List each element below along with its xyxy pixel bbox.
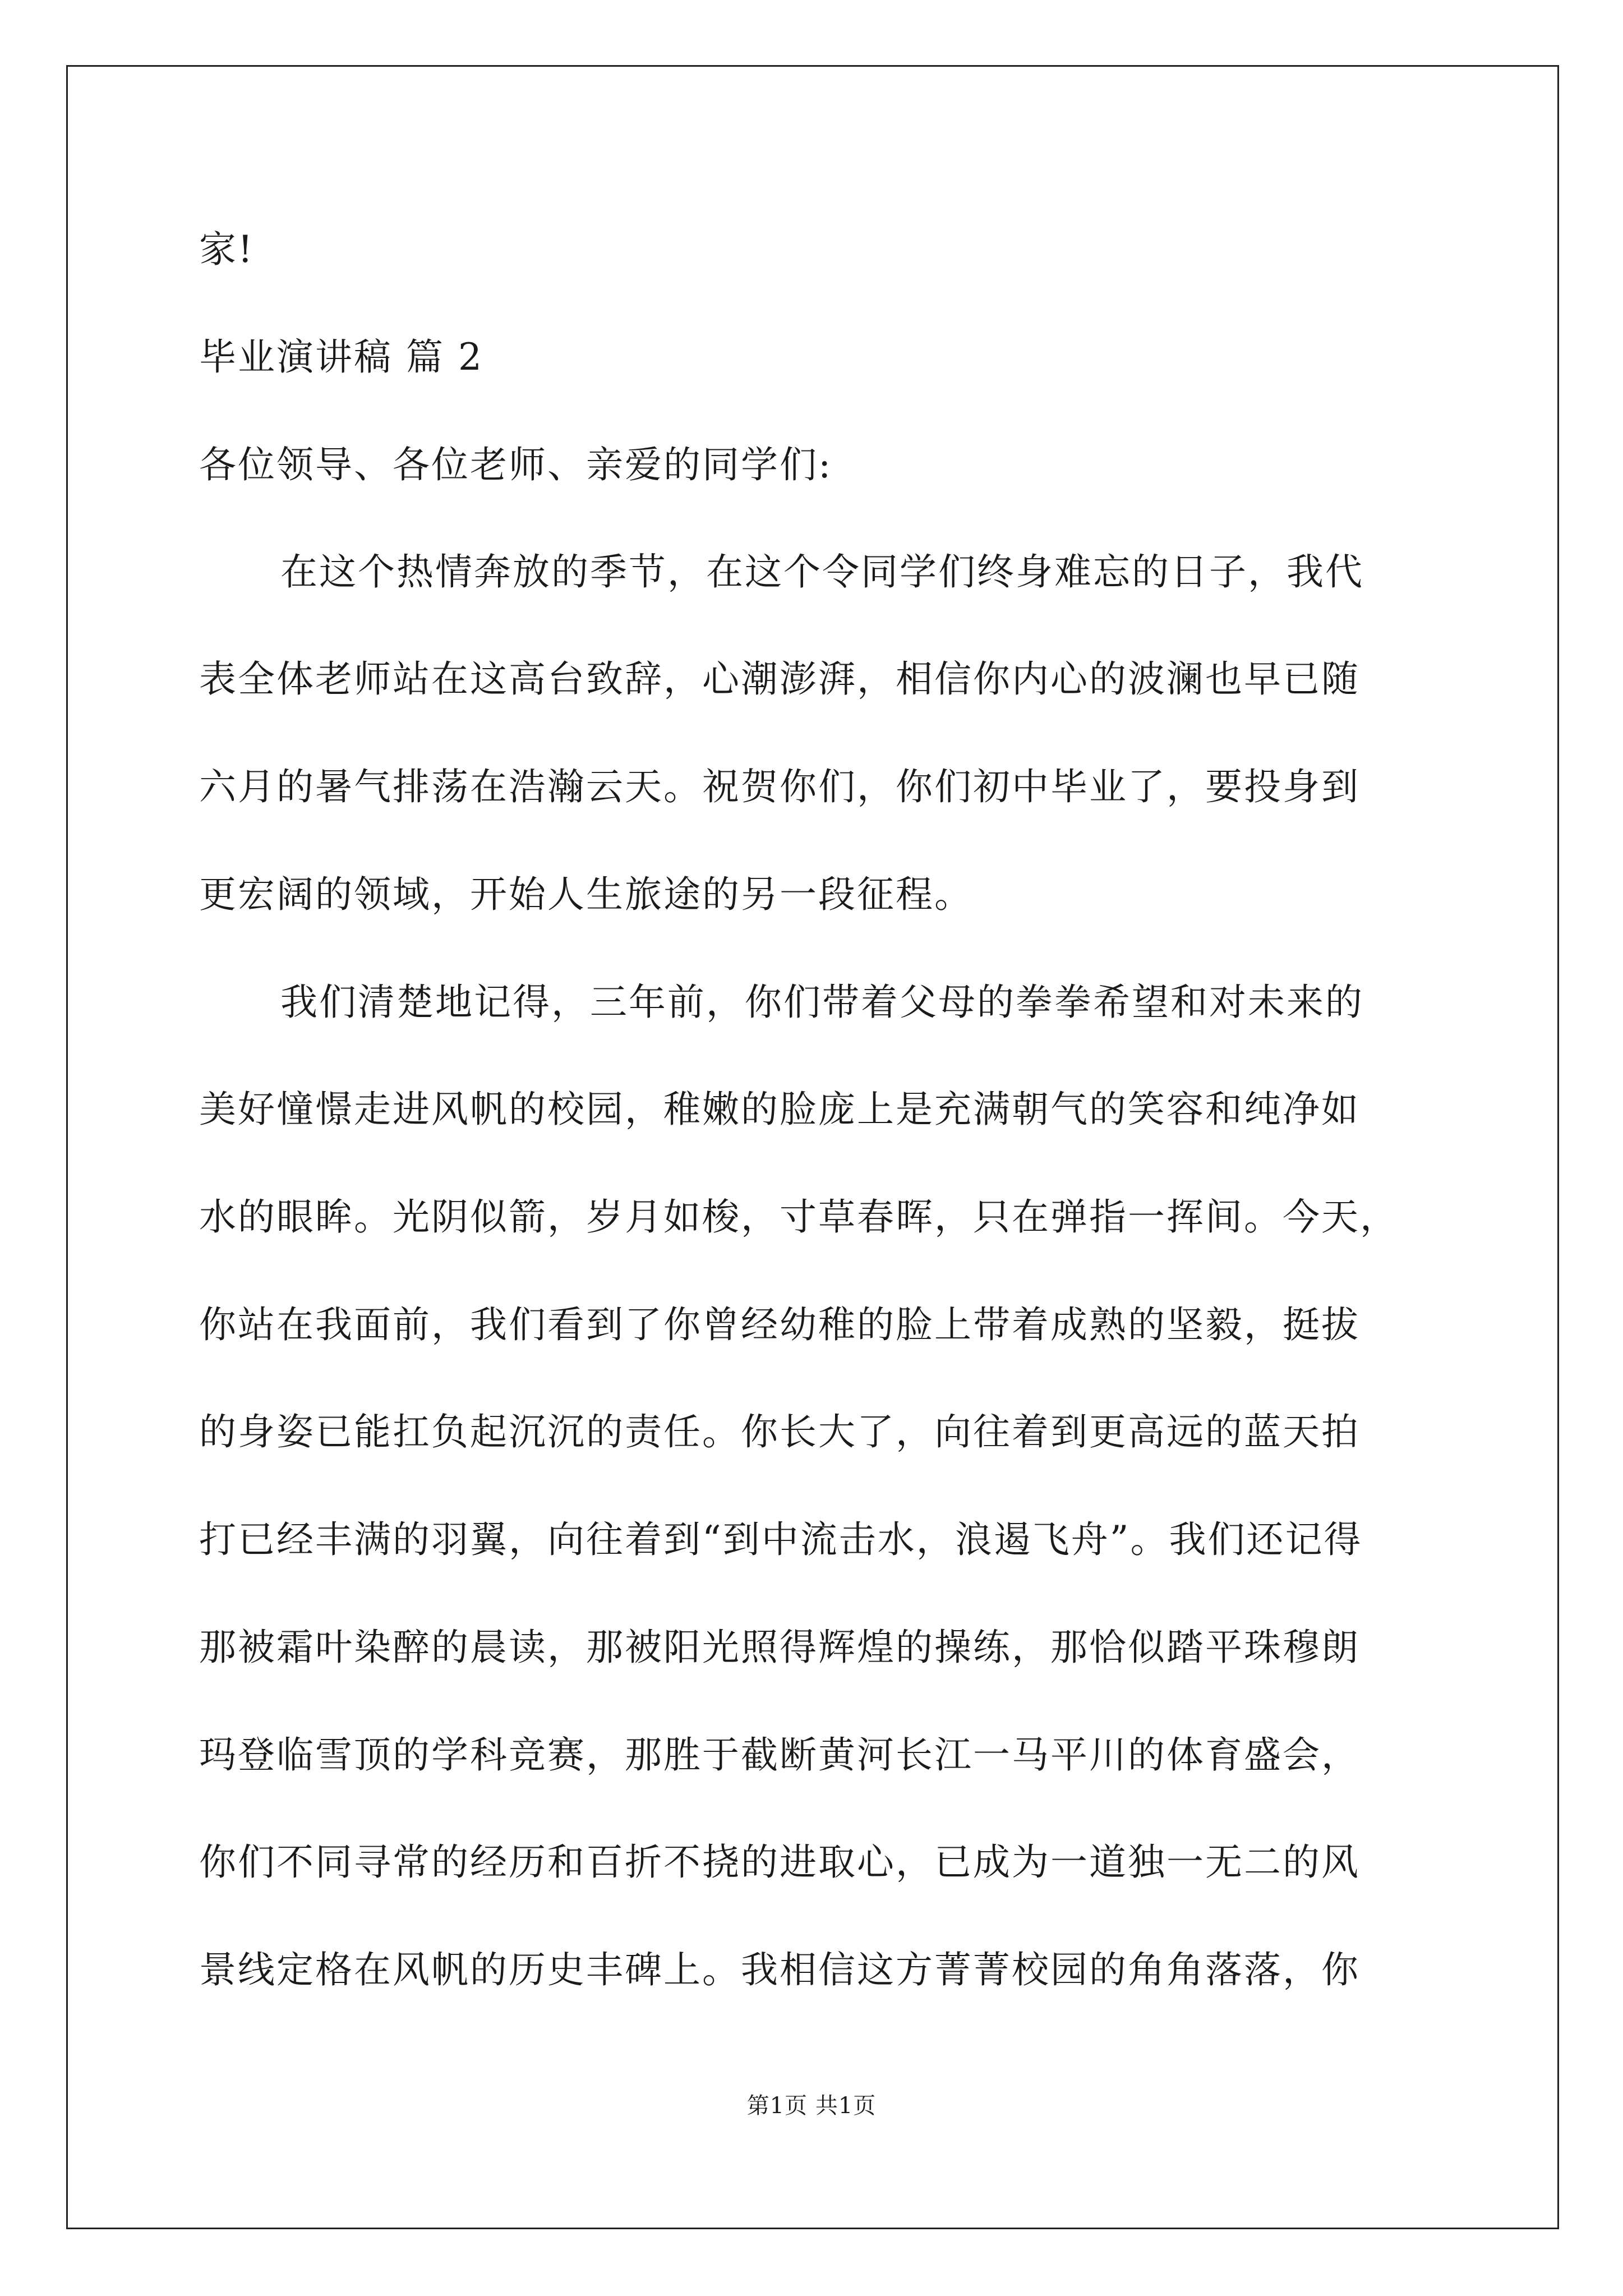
paragraph-1-line-4: 更宏阔的领域，开始人生旅途的另一段征程。 [199,873,973,916]
paragraph-2-line-9: 你们不同寻常的经历和百折不挠的进取心，已成为一道独一无二的风 [199,1841,1360,1884]
section-heading: 毕业演讲稿 篇 2 [199,335,483,379]
paragraph-2-line-10: 景线定格在风帆的历史丰碑上。我相信这方菁菁校园的角角落落，你 [199,1948,1360,1991]
paragraph-2-line-3: 水的眼眸。光阴似箭，岁月如梭，寸草春晖，只在弹指一挥间。今天， [199,1195,1399,1239]
paragraph-2-line-1: 我们清楚地记得，三年前，你们带着父母的拳拳希望和对未来的 [280,981,1364,1024]
paragraph-2-line-7: 那被霜叶染醉的晨读，那被阳光照得辉煌的操练，那恰似踏平珠穆朗 [199,1626,1360,1669]
paragraph-2-line-2: 美好憧憬走进风帆的校园，稚嫩的脸庞上是充满朝气的笑容和纯净如 [199,1088,1360,1131]
paragraph-1-line-2: 表全体老师站在这高台致辞，心潮澎湃，相信你内心的波澜也早已随 [199,657,1360,701]
salutation: 各位领导、各位老师、亲爱的同学们: [199,443,833,486]
paragraph-2-line-8: 玛登临雪顶的学科竞赛，那胜于截断黄河长江一马平川的体育盛会， [199,1733,1360,1777]
paragraph-2-line-6: 打已经丰满的羽翼，向往着到“到中流击水，浪遏飞舟”。我们还记得 [199,1518,1363,1561]
page-footer: 第1页 共1页 [746,2093,877,2119]
paragraph-2-line-4: 你站在我面前，我们看到了你曾经幼稚的脸上带着成熟的坚毅，挺拔 [199,1303,1360,1346]
text-line-ending: 家! [199,228,255,271]
page-border [66,65,1559,2229]
paragraph-1-line-3: 六月的暑气排荡在浩瀚云天。祝贺你们，你们初中毕业了，要投身到 [199,765,1360,808]
paragraph-1-line-1: 在这个热情奔放的季节，在这个令同学们终身难忘的日子，我代 [280,550,1364,593]
paragraph-2-line-5: 的身姿已能扛负起沉沉的责任。你长大了，向往着到更高远的蓝天拍 [199,1410,1360,1453]
